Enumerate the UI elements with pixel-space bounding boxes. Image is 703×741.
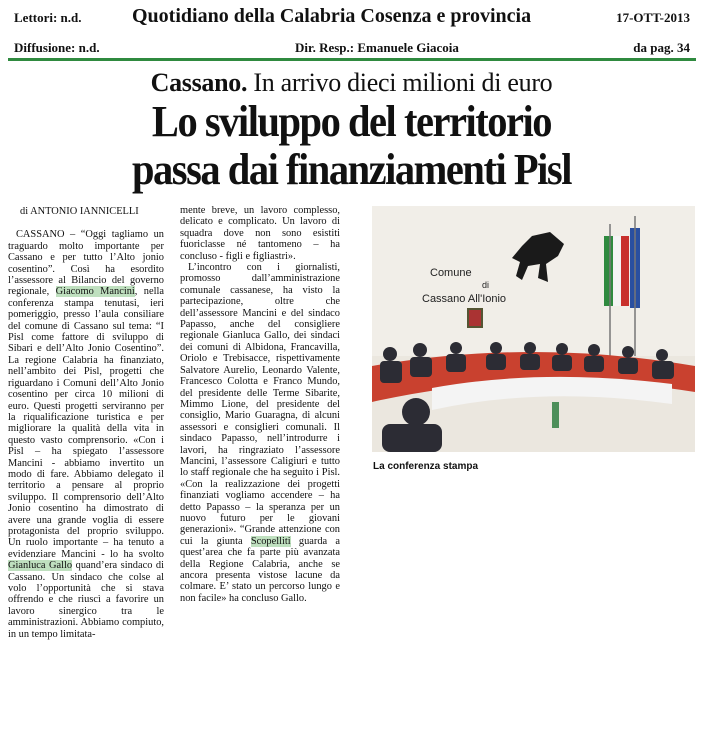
highlight-gallo: Gianluca Gallo xyxy=(8,560,73,572)
article-column-2 xyxy=(180,205,340,604)
wall-sign-line-2: di xyxy=(482,280,490,290)
photo-caption: La conferenza stampa xyxy=(373,461,479,472)
page-number: da pag. 34 xyxy=(633,40,690,55)
article-photo xyxy=(372,206,695,452)
wall-frame xyxy=(468,309,482,327)
header-divider xyxy=(8,58,696,61)
paragraph: L’incontro con i giornalisti, promosso dall’amministrazione comunale cassanese, ha visto la partecipazione, oltre che dell’assessore Mancini e del sindaco Papasso, anche del consigliere regionale Gianluca Gallo, dei sindaci dei comuni di Albidona, Francavilla, Oriolo e Trebisacce, rispettivamente Salvatore Aurelio, Leonardo Valente, Francesco Colotta e Franco Mundo, del presidente delle Terme Sibarite, Mimmo Lione, del presidente del consiglio, Mario Guaragna, di alcuni assessori e consiglieri comunali. Il sindaco Papasso, nell’introdurre i lavori, ha ringraziato l’assessore Mancini, l’assessore Caligiuri e tutto lo staff regionale che ha seguito i Pisl. «Con la realizzazione dei progetti finanziati vogliamo accendere – ha detto Papasso – la speranza per un nuovo futuro per le giovani generazioni». “Grande attenzione con cui la giunta Scopelliti guarda a quest’area che fa parte più avanzata della Regione Calabria, anche se ancora presenta vistose lacune da colmare. E’ stato un percorso lungo e non facile» ha concluso Gallo. xyxy=(180,262,340,604)
circulation-label: Diffusione: n.d. xyxy=(14,40,100,55)
article-column-1 xyxy=(8,206,164,640)
issue-date: 17-OTT-2013 xyxy=(616,10,690,25)
newspaper-title: Quotidiano della Calabria Cosenza e provincia xyxy=(132,5,532,27)
highlight-scopelliti: Scopelliti xyxy=(250,535,291,547)
article-headline xyxy=(28,98,675,194)
paragraph: CASSANO – “Oggi tagliamo un traguardo molto importante per Cassano e per tutto l’Alto jonio cosentino”. Così ha esordito l’assessore al Bilancio del governo regionale, Giacomo Mancini, nella conferenza stampa tenutasi, ieri pomeriggio, presso l’aula consiliare del comune di Cassano sul tema: “I Pisl come fattore di sviluppo di Sibari e dell’Alto Jonio Cosentino”. La regione Calabria ha finanziato, nell’ambito dei Pisl, progetti che riguardano i Comuni dell’Alto Jonio cosentino per circa 10 milioni di euro. Questi progetti serviranno per la riqualificazione turistica e per migliorare la qualità della vita in questo vasto comprensorio. «Con i Pisl – ha spiegato l’assessore Mancini - abbiamo invertito un modo di fare. Abbiamo delegato il territorio a pensare al proprio sviluppo. Il comprensorio dell’Alto Jonio cosentino ha dimostrato di avere una grande voglia di essere protagonista del proprio sviluppo. Un ruolo importante – ha tenuto a evidenziare Mancini - lo ha svolto Gianluca Gallo quand’era sindaco di Cassano. Un sindaco che colse al volo l’opportunità che si stava offrendo e che riuscì a favorire un lavoro sinergico tra le amministrazioni. Abbiamo compiuto, in un tempo limitata- xyxy=(8,229,165,640)
readers-label: Lettori: n.d. xyxy=(14,10,82,25)
editor-label: Dir. Resp.: Emanuele Giacoia xyxy=(295,40,459,55)
conference-photo-illustration xyxy=(372,206,695,452)
wall-sign-line-1: Comune xyxy=(430,267,472,279)
headline-line-1: Lo sviluppo del territorio xyxy=(151,97,552,146)
kicker-text: In arrivo dieci milioni di euro xyxy=(247,68,553,97)
kicker-place: Cassano. xyxy=(150,68,248,97)
article-kicker xyxy=(0,68,703,98)
paragraph: mente breve, un lavoro complesso, delicato e complicato. Un lavoro di squadra dove non sono esistiti fuoriclasse né tantomeno – ha concluso - figli e figliastri». xyxy=(180,205,340,262)
water-bottle xyxy=(552,402,559,428)
headline-line-2: passa dai finanziamenti Pisl xyxy=(131,145,571,194)
wall-sign-line-3: Cassano All'Ionio xyxy=(422,293,507,305)
byline: di ANTONIO IANNICELLI xyxy=(20,206,139,217)
italian-flag xyxy=(604,236,613,306)
highlight-mancini: Giacomo Mancini xyxy=(55,286,135,298)
